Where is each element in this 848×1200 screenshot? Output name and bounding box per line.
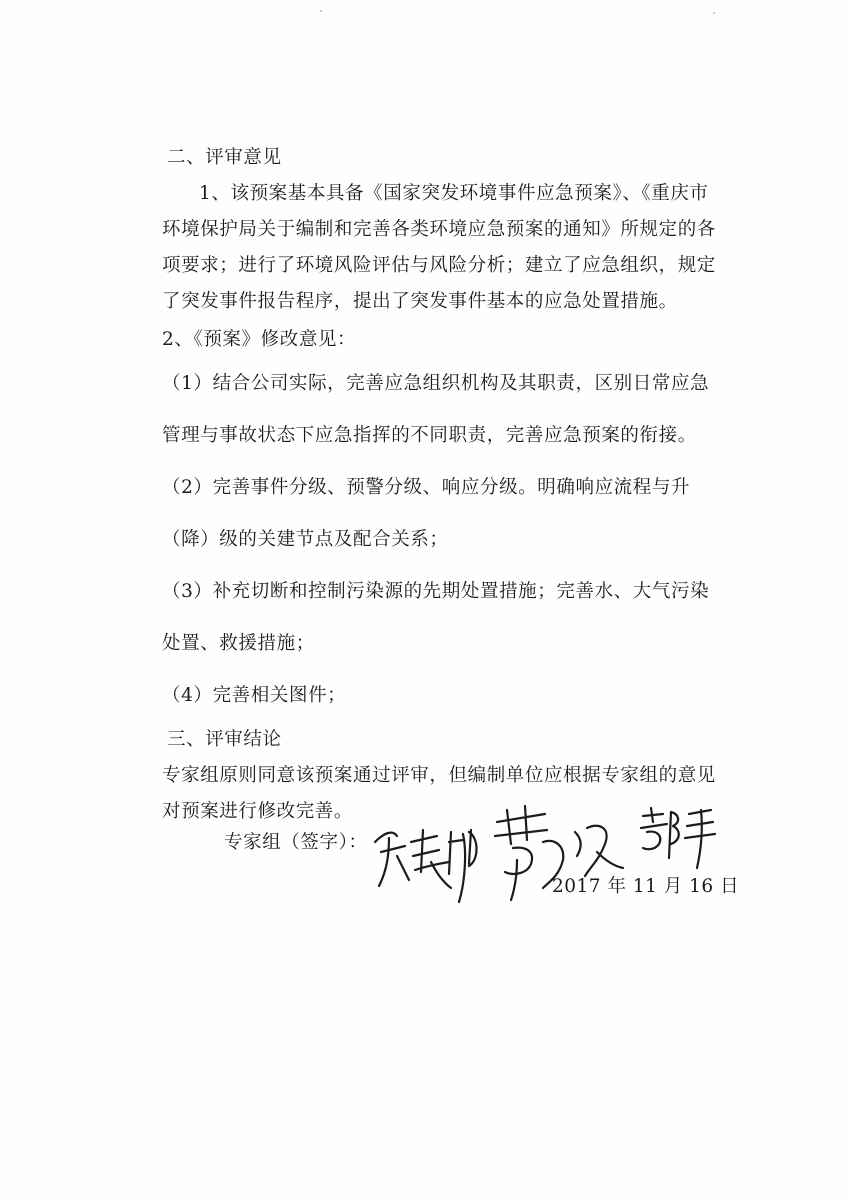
scan-speck (713, 12, 715, 14)
signature-date: 2017 年 11 月 16 日 (552, 876, 740, 897)
item-2: （2）完善事件分级、预警分级、响应分级。明确响应流程与升（降）级的关建节点及配合关系； (162, 477, 691, 550)
item-1: （1）结合公司实际，完善应急组织机构及其职责，区别日常应急管理与事故状态下应急指挥的不同职责，完善应急预案的衔接。 (162, 373, 710, 446)
review-opinion-heading: 二、评审意见 (167, 147, 282, 168)
item-3: （3）补充切断和控制污染源的先期处置措施；完善水、大气污染处置、救援措施； (162, 581, 710, 654)
item-4: （4）完善相关图件； (162, 685, 347, 706)
scan-speck (320, 10, 322, 12)
conclusion-heading: 三、评审结论 (167, 729, 282, 750)
document-body (162, 140, 717, 830)
paragraph-2-heading: 2、《预案》修改意见： (162, 329, 357, 350)
paragraph-1: 1、该预案基本具备《国家突发环境事件应急预案》、《重庆市环境保护局关于编制和完善各类环境应急预案的通知》所规定的各项要求；进行了环境风险评估与风险分析；建立了应急组织，规定了突发事件报告程序，提出了突发事件基本的应急处置措施。 (162, 183, 716, 312)
conclusion-text: 专家组原则同意该预案通过评审，但编制单位应根据专家组的意见对预案进行修改完善。 (162, 765, 716, 822)
signature-label: 专家组（签字）： (224, 832, 368, 853)
